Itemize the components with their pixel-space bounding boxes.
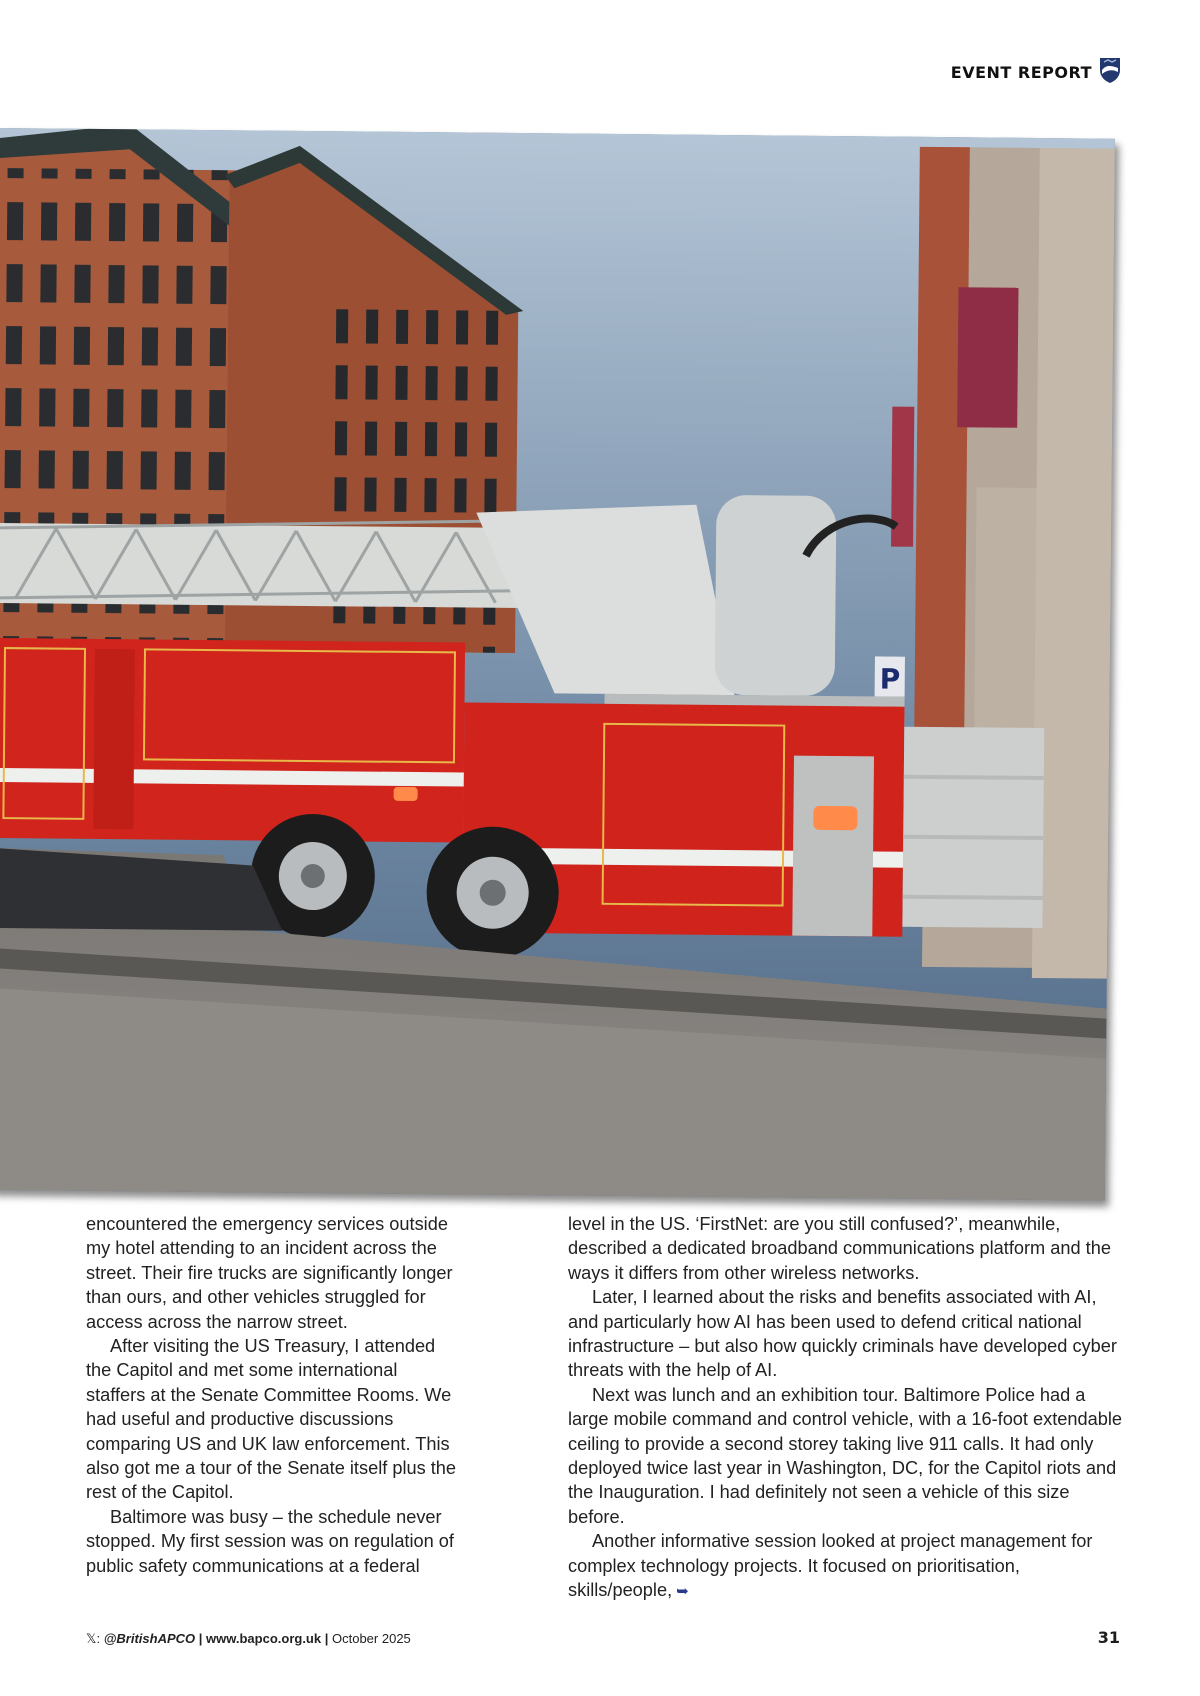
page-number: 31 <box>1097 1628 1120 1647</box>
svg-text:P: P <box>879 662 901 696</box>
page-footer <box>86 1631 411 1647</box>
paragraph-last <box>568 1529 1128 1604</box>
paragraph: level in the US. ‘FirstNet: are you still confused?’, meanwhile, described a dedicated broadband communications platform and the ways it differs from other wireless networks. <box>568 1214 1111 1283</box>
article-column-right <box>568 1212 1128 1605</box>
page-header <box>951 56 1122 89</box>
paragraph-text: Another informative session looked at project management for complex technology projects. It focused on prioritisation, skills/people, <box>568 1531 1093 1601</box>
section-label: EVENT REPORT <box>950 63 1092 82</box>
paragraph: Next was lunch and an exhibition tour. Baltimore Police had a large mobile command and control vehicle, with a 16-foot extendable ceiling to provide a second storey taking live 911 calls. It had only deployed twice last year in Washington, DC, for the Capitol riots and the Inauguration. I had definitely not seen a vehicle of this size before. <box>568 1384 1123 1527</box>
paragraph: After visiting the US Treasury, I attended the Capitol and met some international staffers at the Senate Committee Rooms. We had useful and productive discussions comparing US and UK law enforcement. This also got me a tour of the Senate itself plus the rest of the Capitol. <box>86 1336 457 1503</box>
paragraph: encountered the emergency services outside my hotel attending to an incident across the street. Their fire trucks are significantly longer than ours, and other vehicles struggled for access across the narrow street. <box>86 1214 453 1332</box>
fire-truck-photo <box>0 128 1115 1201</box>
social-handle[interactable]: @BritishAPCO <box>103 1631 196 1646</box>
footer-separator: | <box>324 1631 329 1646</box>
website-link[interactable]: www.bapco.org.uk <box>206 1631 322 1646</box>
paragraph: Baltimore was busy – the schedule never stopped. My first session was on regulation of public safety communications at a federal <box>86 1506 454 1576</box>
x-logo-icon: 𝕏: <box>86 1631 101 1646</box>
article-column-left <box>86 1212 458 1578</box>
footer-separator: | <box>198 1631 203 1646</box>
issue-date: October 2025 <box>332 1631 411 1646</box>
bapco-shield-icon <box>1098 56 1122 89</box>
continue-arrow-icon: ➥ <box>676 1583 689 1601</box>
paragraph: Later, I learned about the risks and benefits associated with AI, and particularly how AI has been used to defend critical national infrastructure – but also how quickly criminals have developed cyber threats with the help of AI. <box>568 1287 1117 1381</box>
